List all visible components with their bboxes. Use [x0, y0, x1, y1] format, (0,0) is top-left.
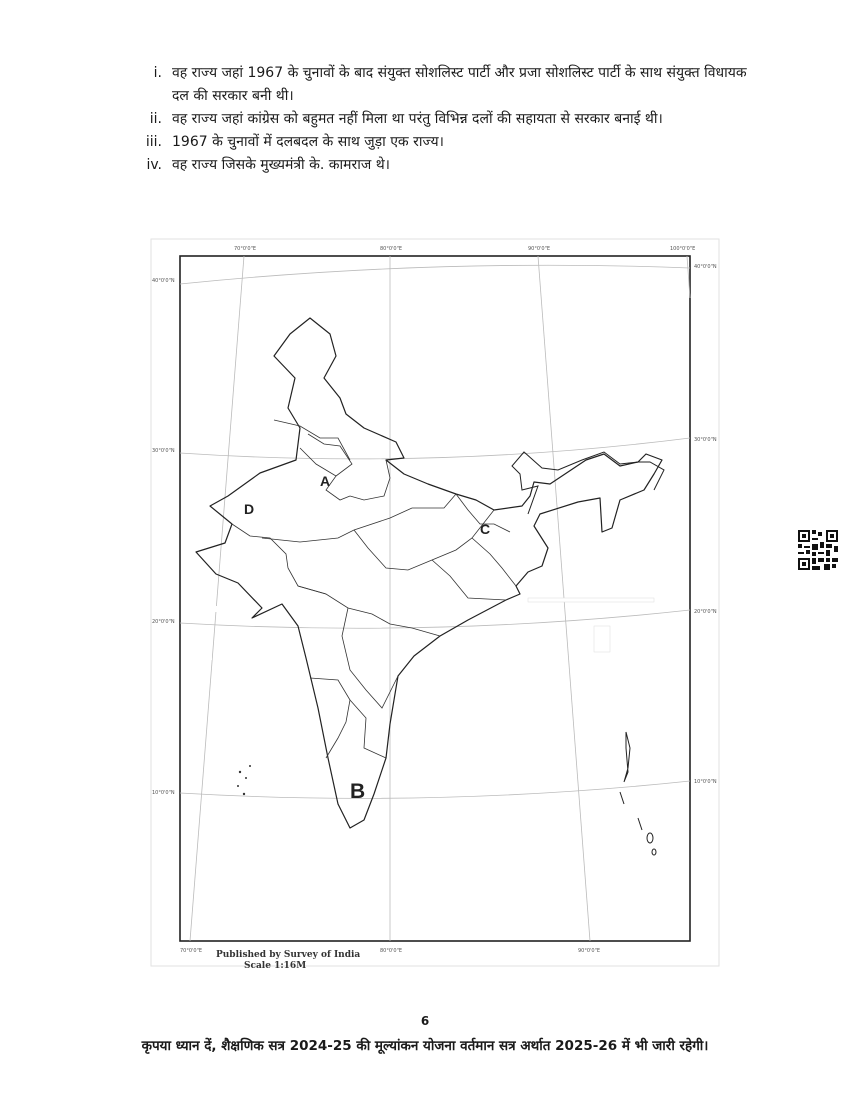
tick-label: 30°0'0"N: [694, 437, 717, 443]
tick-label: 40°0'0"N: [694, 264, 717, 270]
question-number: i.: [153, 65, 162, 81]
parallel-line: [180, 781, 690, 798]
meridian-line: [190, 256, 244, 941]
tick-label: 10°0'0"N: [694, 779, 717, 785]
question-number: iii.: [145, 134, 162, 150]
footer-notice: कृपया ध्यान दें, शैक्षणिक सत्र 2024-25 की मूल्यांकन योजना वर्तमान सत्र अर्थात 2025-26 में भी जारी रहेगी।: [141, 1038, 709, 1054]
question-item: [140, 131, 760, 154]
region-label-d: D: [244, 501, 255, 517]
india-outline: [196, 318, 662, 828]
mask-patch: [594, 626, 610, 652]
tick-label: 100°0'0"E: [670, 246, 696, 252]
question-item: [140, 154, 760, 177]
question-text: वह राज्य जिसके मुख्यमंत्री के. कामराज थे।: [172, 157, 390, 173]
question-text: वह राज्य जहां कांग्रेस को बहुमत नहीं मिला था परंतु विभिन्न दलों की सहायता से सरकार बनाई थी।: [172, 111, 663, 127]
map-outer-frame: [151, 239, 719, 966]
question-item: [140, 62, 760, 108]
tick-label: 10°0'0"N: [152, 790, 175, 796]
parallel-line: [180, 265, 690, 284]
qr-code-icon: [798, 530, 838, 570]
tick-label: 20°0'0"N: [152, 619, 175, 625]
tick-label: 80°0'0"E: [380, 948, 403, 954]
india-outline-map: [150, 238, 720, 968]
tick-label: 20°0'0"N: [694, 609, 717, 615]
question-list: [140, 62, 760, 177]
question-number: ii.: [149, 111, 162, 127]
tick-label: 70°0'0"E: [180, 948, 203, 954]
state-boundaries: [232, 420, 516, 758]
region-label-a: A: [320, 473, 331, 489]
tick-label: 30°0'0"N: [152, 448, 175, 454]
mask-patch: [190, 606, 246, 612]
mask-patch: [190, 628, 212, 660]
page-number: 6: [420, 1014, 430, 1028]
tick-label: 40°0'0"N: [152, 278, 175, 284]
parallel-line: [180, 438, 690, 459]
region-label-b: B: [350, 780, 366, 803]
tick-label: 90°0'0"E: [578, 948, 601, 954]
map-scale: Scale 1:16M: [244, 961, 307, 968]
question-text: वह राज्य जहां 1967 के चुनावों के बाद संयुक्त सोशलिस्ट पार्टी और प्रजा सोशलिस्ट पार्टी के साथ संयुक्त विधायक दल की सरकार बनी थी।: [172, 65, 747, 104]
question-text: 1967 के चुनावों में दलबदल के साथ जुड़ा एक राज्य।: [172, 134, 444, 150]
question-number: iv.: [146, 157, 162, 173]
andaman-nicobar-islands: [620, 732, 656, 855]
mask-patch: [528, 598, 654, 602]
northeast-outline: [512, 452, 664, 514]
tick-label: 70°0'0"E: [234, 246, 257, 252]
region-label-c: C: [480, 521, 491, 537]
map-publisher-note: Published by Survey of India: [216, 950, 361, 960]
lakshadweep-islands: [237, 765, 251, 795]
map-svg: [150, 238, 720, 968]
question-item: [140, 108, 760, 131]
tick-label: 90°0'0"E: [528, 246, 551, 252]
tick-label: 80°0'0"E: [380, 246, 403, 252]
